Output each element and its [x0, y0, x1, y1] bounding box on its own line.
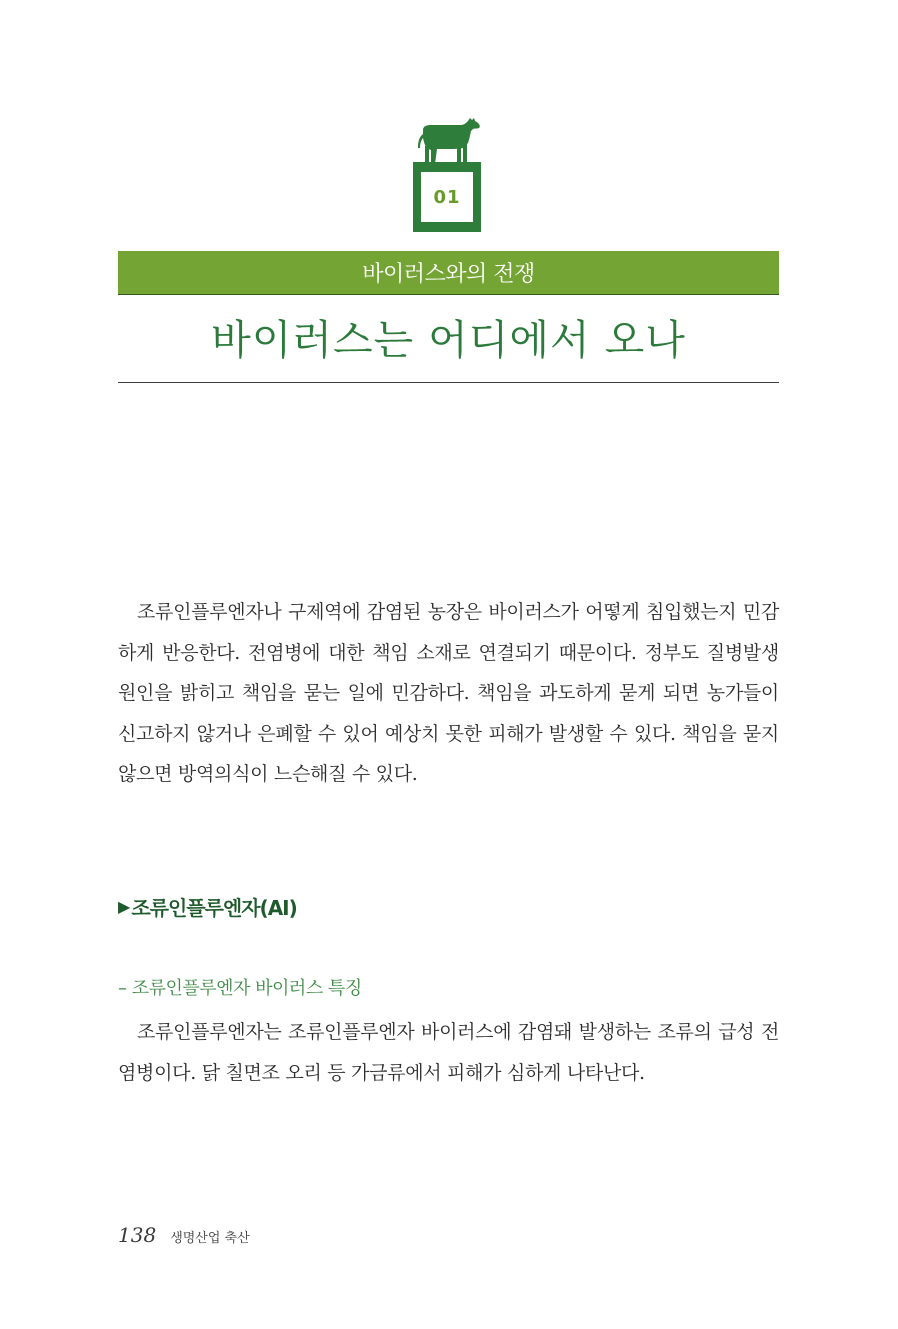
- section-banner: [118, 251, 779, 295]
- book-title: 생명산업 축산: [170, 1231, 250, 1246]
- subheading-text: 조류인플루엔자(AI): [131, 896, 297, 920]
- chapter-number: 01: [433, 186, 461, 208]
- page-footer: [118, 1223, 250, 1247]
- title-divider: [118, 382, 779, 383]
- page-number: 138: [118, 1223, 157, 1247]
- body-paragraph: 조류인플루엔자는 조류인플루엔자 바이러스에 감염돼 발생하는 조류의 급성 전염병이다. 닭 칠면조 오리 등 가금류에서 피해가 심하게 나타난다.: [118, 1021, 779, 1084]
- subsection-heading: – 조류인플루엔자 바이러스 특징: [118, 978, 362, 999]
- triangle-marker-icon: ▶: [118, 897, 130, 916]
- chapter-number-box: [413, 162, 481, 232]
- body-paragraph: 조류인플루엔자나 구제역에 감염된 농장은 바이러스가 어떻게 침입했는지 민감하게 반응한다. 전염병에 대한 책임 소재로 연결되기 때문이다. 정부도 질병발생 원인을 밝히고 책임을 묻는 일에 민감하다. 책임을 과도하게 묻게 되면 농가들이 신고하지 않거나 은폐할 수 있어 예상치 못한 피해가 발생할 수 있다. 책임을 묻지 않으면 방역의식이 느슨해질 수 있다.: [118, 601, 779, 785]
- section-label: 바이러스와의 전쟁: [362, 262, 535, 287]
- section-subheading: [118, 892, 297, 921]
- page-title: 바이러스는 어디에서 오나: [211, 316, 686, 364]
- chapter-number-frame: [421, 172, 473, 222]
